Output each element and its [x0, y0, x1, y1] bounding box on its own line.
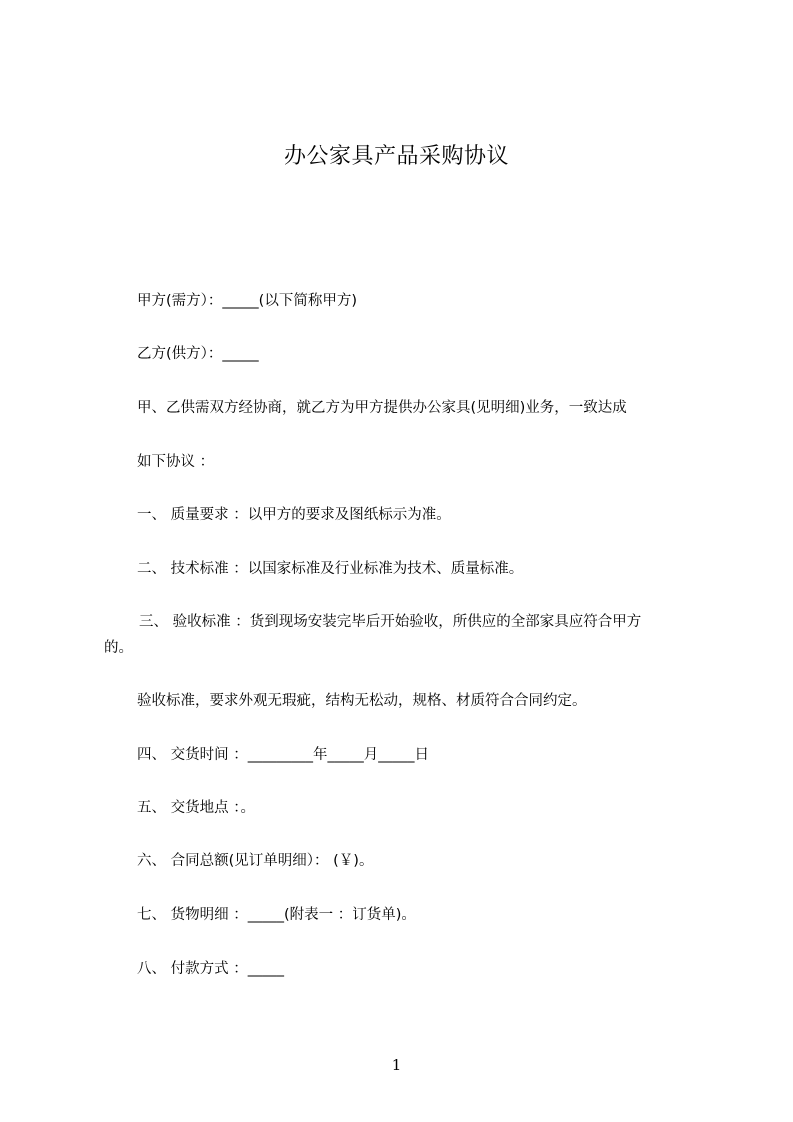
clause-2-technical-standard: 二、 技术标准 ：以国家标准及行业标准为技术、质量标准。 [137, 561, 524, 577]
party-b-line: 乙方(供方）：_____ [137, 346, 259, 362]
acceptance-standard-line: 验收标准，要求外观无瑕疵，结构无松动，规格、材质符合合同约定。 [137, 693, 587, 709]
clause-3-continuation: 的。 [104, 640, 133, 656]
clause-1-quality: 一、 质量要求 ：以甲方的要求及图纸标示为准。 [137, 507, 451, 523]
party-a-line: 甲方(需方）：_____(以下简称甲方) [137, 293, 357, 309]
agreement-intro-line: 如下协议 ： [137, 454, 215, 470]
clause-7-goods-details: 七、 货物明细 ：_____(附表一 ：订货单)。 [137, 907, 416, 923]
clause-3-acceptance: 三、 验收标准 ：货到现场安装完毕后开始验收，所供应的全部家具应符合甲方 [139, 614, 642, 630]
clause-8-payment-method: 八、 付款方式 ：_____ [137, 961, 284, 977]
clause-6-contract-total: 六、 合同总额(见订单明细）： (￥)。 [137, 853, 374, 869]
clause-5-delivery-place: 五、 交货地点 ：。 [137, 800, 255, 816]
preamble-line: 甲、乙供需双方经协商，就乙方为甲方提供办公家具(见明细)业务，一致达成 [137, 400, 627, 416]
document-title: 办公家具产品采购协议 [283, 144, 509, 169]
page-number: 1 [391, 1056, 402, 1074]
clause-4-delivery-time: 四、 交货时间 ：_________年_____月_____日 [137, 747, 429, 763]
